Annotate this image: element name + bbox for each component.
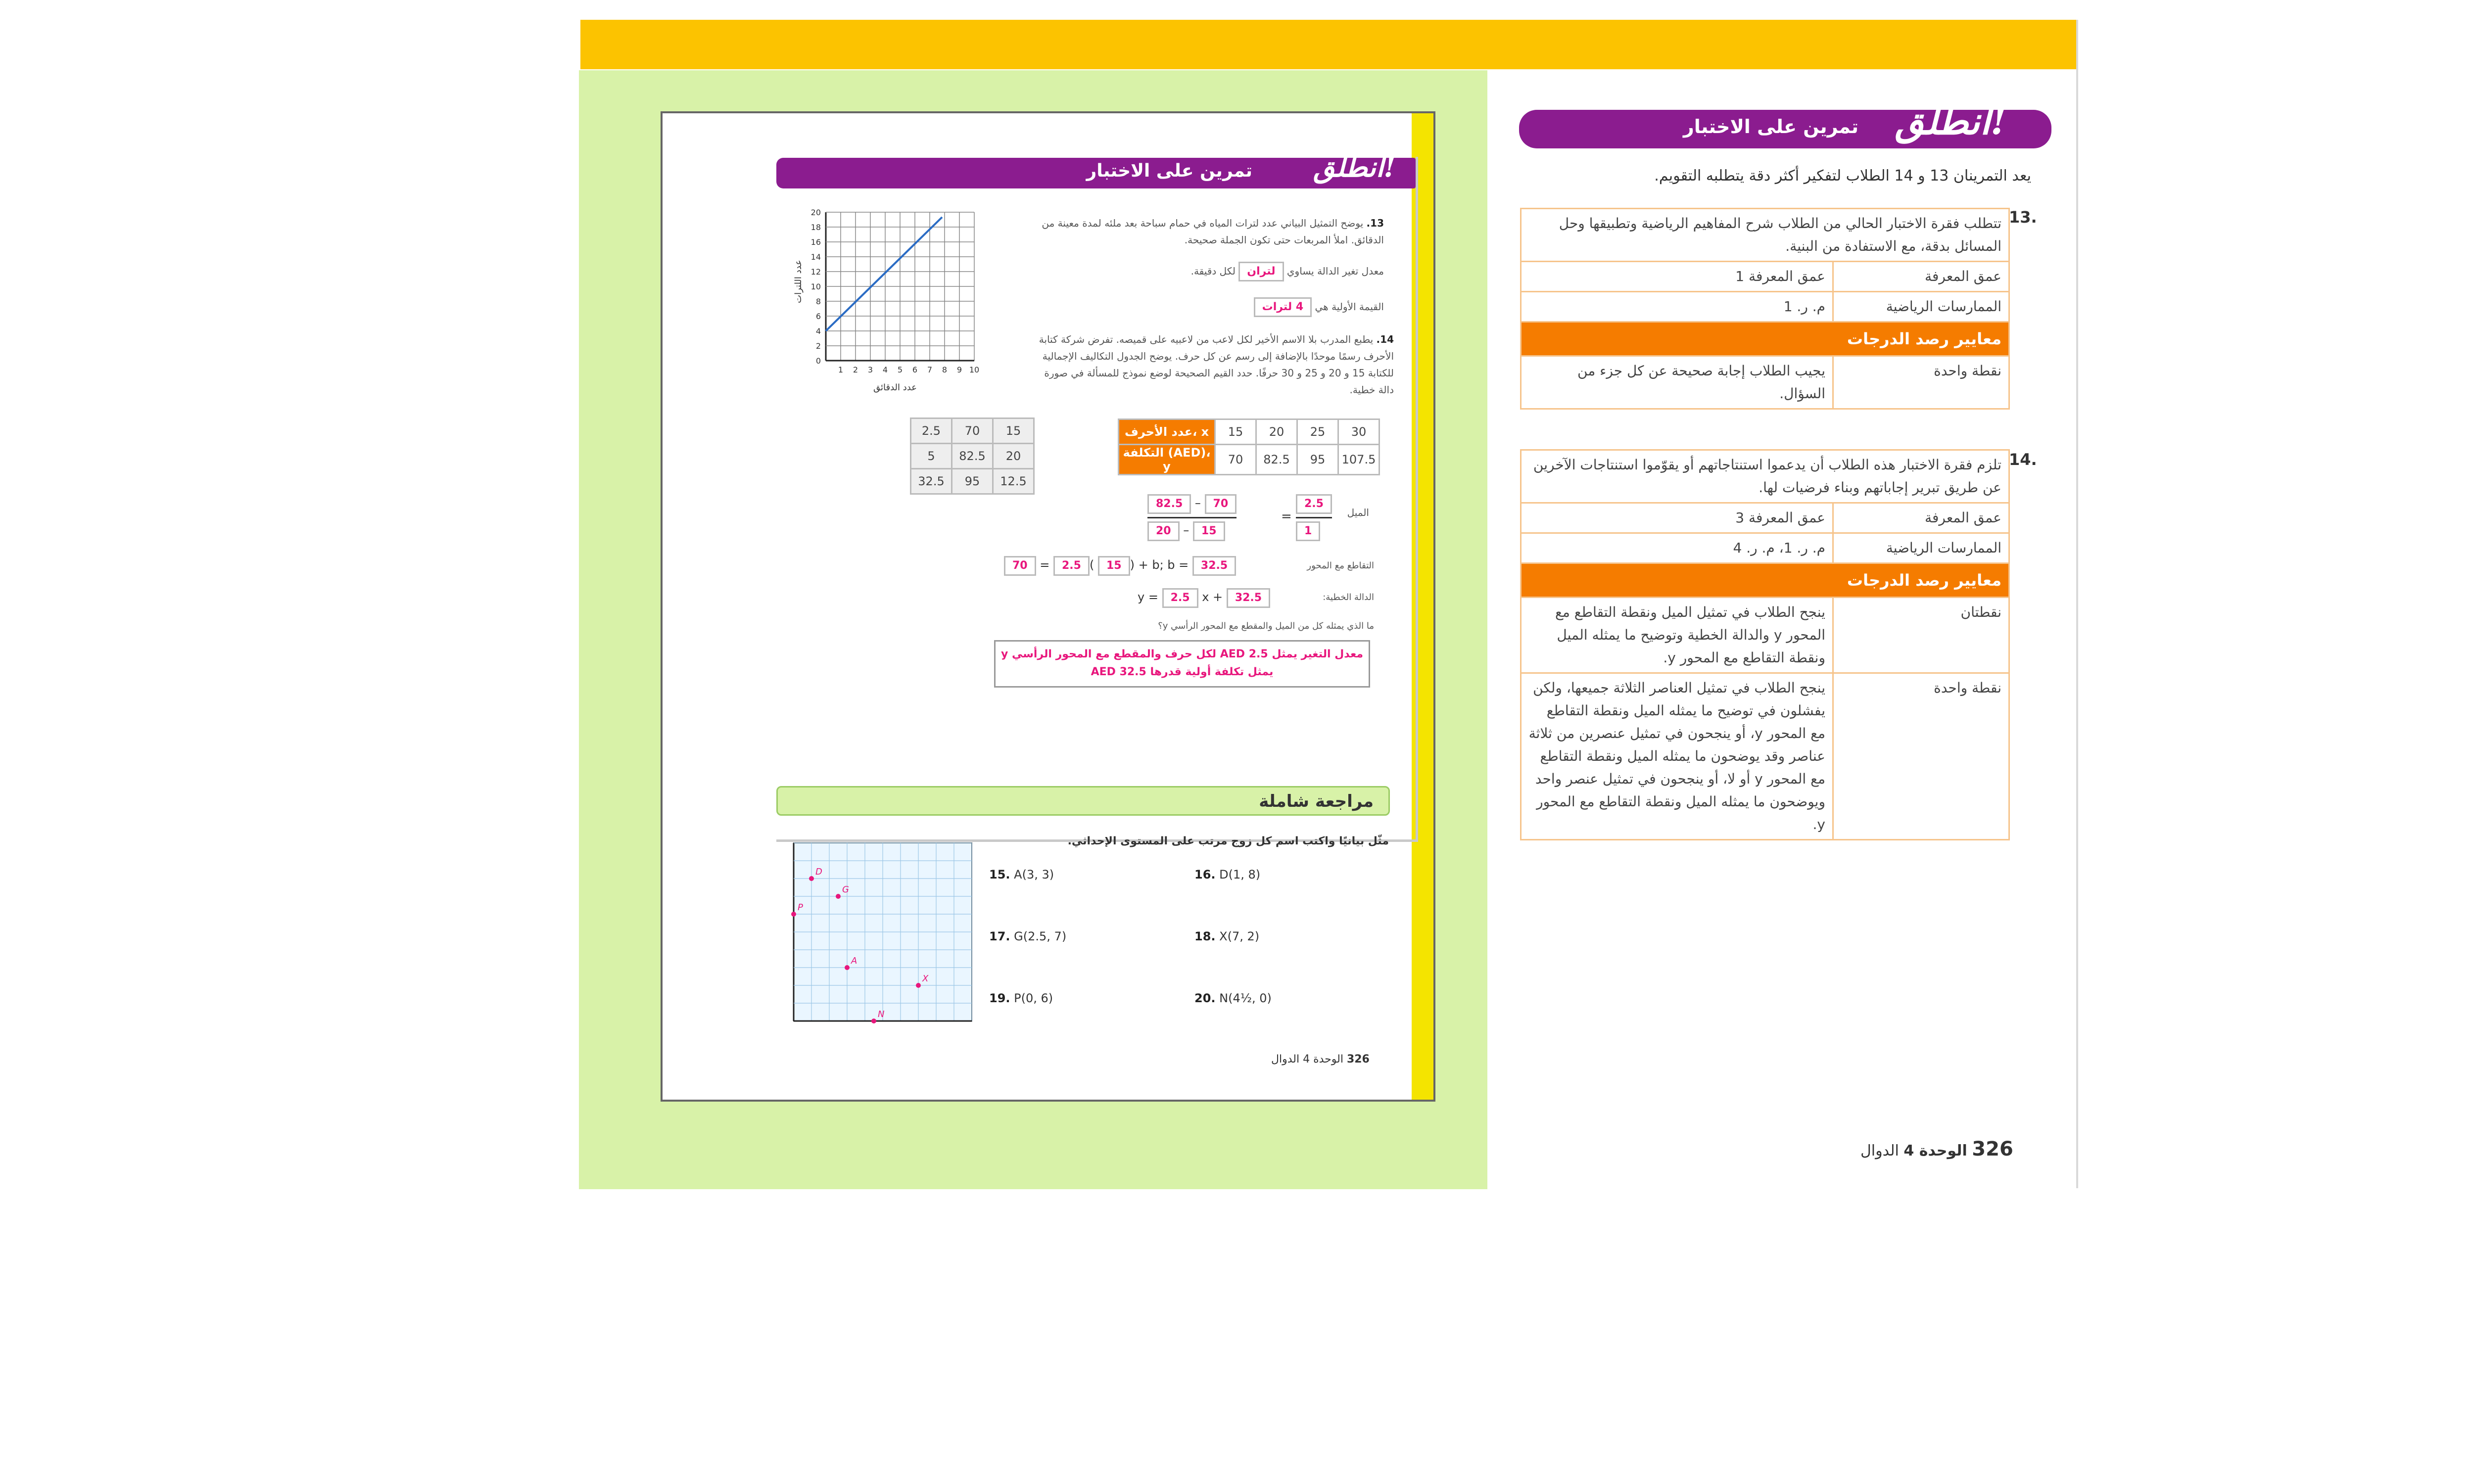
review-exercise — [989, 929, 1066, 943]
exercise-number: 17. — [989, 929, 1010, 943]
q14-data-table — [1118, 418, 1380, 475]
student-footer-text: الوحدة 4 الدوال — [1271, 1053, 1343, 1066]
int-70: 70 — [1004, 556, 1036, 576]
item14-rubric2-value: ينجح الطلاب في تمثيل العناصر الثلاثة جميعها، ولكن يفشلون في توضيح ما يمثله الميل ونقطة التقاطع مع المحور y، أو ينجحون في تمثيل عنصرين من ثلاثة عناصر وقد يوضحون ما يمثله الميل ونقطة التقاطع مع المحور y أو لا، أو ينجحون في تمثيل عنصر واحد ويوضحون ما يمثله الميل ونقطة التقاطع مع المحور y. — [1521, 673, 1833, 840]
table-x-4: 30 — [1338, 419, 1380, 445]
teacher-footer — [1860, 1138, 2013, 1160]
meaning-question: ما الذي يمثله كل من الميل والمقطع مع المحور الرأسي y؟ — [1158, 621, 1374, 631]
choice-tile[interactable]: 32.5 — [911, 469, 952, 494]
table-y-1: 70 — [1215, 445, 1256, 475]
q13-x-tick: 5 — [897, 365, 903, 374]
review-point-label: D — [815, 867, 822, 877]
review-title: مراجعة شاملة — [1259, 791, 1374, 811]
choice-tile[interactable]: 82.5 — [952, 444, 993, 469]
int-b: 32.5 — [1192, 556, 1236, 576]
item13-rubric-value: يجيب الطلاب إجابة صحيحة عن كل جزء من السؤال. — [1521, 356, 1833, 409]
item14-rubric1-value: ينجح الطلاب في تمثيل الميل ونقطة التقاطع مع المحور y والدالة الخطية وتوضيح ما يمثله الميل ونقطة التقاطع مع المحور y. — [1521, 598, 1833, 673]
table-x-3: 25 — [1297, 419, 1338, 445]
table-y-3: 95 — [1297, 445, 1338, 475]
int-slope: 2.5 — [1053, 556, 1090, 576]
q13-graph-grid — [811, 208, 980, 374]
review-point-label: P — [798, 902, 803, 913]
slope-label: الميل — [1347, 507, 1369, 518]
item14-rubric-title: معايير رصد الدرجات — [1521, 563, 2009, 598]
lin-y: y = — [1138, 590, 1158, 604]
review-point-label: X — [922, 974, 929, 984]
review-point-label: G — [842, 884, 849, 895]
q13-rate-answer: لتران — [1238, 262, 1284, 281]
teacher-footer-unit: الوحدة 4 — [1903, 1142, 1967, 1159]
student-banner — [776, 151, 1416, 188]
item14-rubric2-label: نقطة واحدة — [1833, 673, 2009, 840]
table-head-y: التكلفة (AED)، y — [1119, 445, 1215, 475]
q13-y-tick: 16 — [810, 237, 821, 247]
review-point — [845, 965, 850, 970]
exercise-number: 19. — [989, 991, 1010, 1005]
q13-y-tick: 6 — [815, 312, 821, 321]
item14-number: 14. — [2009, 450, 2037, 469]
item13-number: 13. — [2009, 208, 2037, 227]
exercise-point: X(7, 2) — [1219, 929, 1260, 943]
exercise-point: G(2.5, 7) — [1014, 929, 1067, 943]
review-point — [809, 876, 814, 881]
q13-number: 13. — [1366, 217, 1384, 229]
choice-tile[interactable]: 5 — [911, 444, 952, 469]
linear-equation — [1138, 588, 1270, 608]
intercept-label: التقاطع مع المحور — [1307, 560, 1374, 571]
student-banner-title: تمرين على الاختبار — [1086, 161, 1252, 181]
student-banner-logo: انطلق! — [1313, 151, 1396, 184]
q14-choices-table — [910, 417, 1035, 495]
q13-x-tick: 3 — [867, 365, 873, 374]
item14-dok-label: عمق المعرفة — [1833, 503, 2009, 533]
exercise-point: N(4½, 0) — [1219, 991, 1272, 1005]
lin-m: 2.5 — [1162, 588, 1198, 608]
item13-rubric-title: معايير رصد الدرجات — [1521, 322, 2009, 356]
slope-equals: = — [1281, 509, 1292, 524]
review-exercise — [1194, 868, 1260, 881]
choice-tile[interactable]: 20 — [993, 444, 1034, 469]
item13-dok-label: عمق المعرفة — [1833, 262, 2009, 292]
q13-initial-line — [1254, 297, 1384, 317]
q13-y-tick: 10 — [810, 282, 821, 291]
item14-rubric1-label: نقطتان — [1833, 598, 2009, 673]
review-point — [791, 912, 796, 917]
int-x: 15 — [1098, 556, 1130, 576]
q13-x-tick: 9 — [956, 365, 962, 374]
review-point-label: A — [851, 956, 857, 966]
slope-r1: 2.5 — [1296, 494, 1332, 514]
q14-question: يطبع المدرب بلا الاسم الأخير لكل لاعب من لاعبيه على قميصه. تفرض شركة كتابة الأحرف رسمًا موحدًا بالإضافة إلى رسم عن كل حرف. يوضح الجدول التكاليف الإجمالية للكتابة 15 و 20 و 25 و 30 حرفًا. حدد القيم الصحيحة لوضع نموذج للمسألة في صورة دالة خطية. — [1039, 333, 1394, 396]
teacher-banner-title: تمرين على الاختبار — [1683, 116, 1858, 138]
review-instruction: مثّل بيانيًا واكتب اسم كل زوج مرتب على المستوى الإحداثي. — [1067, 835, 1389, 847]
student-page-thumbnail — [661, 111, 1435, 1102]
review-exercise — [989, 868, 1054, 881]
q13-y-tick: 2 — [815, 341, 821, 351]
q13-x-tick: 10 — [969, 365, 980, 374]
q13-xlabel: عدد الدقائق — [873, 382, 917, 393]
q13-rate-line — [1191, 262, 1384, 281]
table-x-2: 20 — [1256, 419, 1297, 445]
q13-text-block — [1023, 215, 1384, 248]
item14-table — [1520, 449, 2010, 840]
review-point — [836, 894, 841, 899]
q13-x-tick: 6 — [912, 365, 918, 374]
teacher-banner — [1519, 99, 2051, 148]
choice-tile[interactable]: 15 — [993, 418, 1034, 444]
item13-mp-label: الممارسات الرياضية — [1833, 292, 2009, 322]
q13-x-tick: 7 — [927, 365, 933, 374]
review-exercise — [1194, 991, 1272, 1005]
q13-x-tick: 2 — [853, 365, 858, 374]
linear-label: الدالة الخطية: — [1323, 592, 1374, 603]
exercise-number: 18. — [1194, 929, 1216, 943]
q13-rate-label: معدل تغير الدالة يساوي — [1286, 265, 1384, 277]
teacher-footer-text: الدوال — [1860, 1142, 1899, 1159]
q14-number: 14. — [1376, 333, 1394, 345]
item13-desc: تتطلب فقرة الاختبار الحالي من الطلاب شرح المفاهيم الرياضية وتطبيقها وحل المسائل بدقة، مع الاستفادة من البنية. — [1521, 209, 2009, 262]
slope-n2: 70 — [1205, 494, 1237, 514]
item14-mp-label: الممارسات الرياضية — [1833, 533, 2009, 563]
teacher-intro: يعد التمرينان 13 و 14 الطلاب لتفكير أكثر دقة يتطلبه التقويم. — [1654, 167, 2031, 185]
exercise-number: 16. — [1194, 868, 1216, 881]
q13-x-tick: 1 — [838, 365, 844, 374]
review-exercise — [989, 991, 1053, 1005]
q13-y-tick: 12 — [810, 267, 821, 277]
q13-y-tick: 18 — [810, 223, 821, 232]
review-coordinate-grid — [784, 838, 977, 1031]
table-head-x: عدد الأحرف، x — [1119, 419, 1215, 445]
q13-x-tick: 8 — [942, 365, 948, 374]
meaning-answer: معدل التغير يمثل 2.5 AED لكل حرف والمقطع مع المحور الرأسي y يمثل تكلفة أولية قدرها 32.5 AED — [994, 640, 1370, 688]
table-x-1: 15 — [1215, 419, 1256, 445]
lin-x: x + — [1202, 590, 1223, 604]
choice-tile[interactable]: 70 — [952, 418, 993, 444]
student-footer-num: 326 — [1346, 1053, 1370, 1066]
item13-mp-value: م. ر. 1 — [1521, 292, 1833, 322]
page-edge-line — [2076, 20, 2078, 1188]
top-color-bar — [580, 20, 2077, 69]
q13-line-graph — [786, 207, 994, 395]
slope-result — [1296, 494, 1332, 541]
student-footer — [1271, 1053, 1370, 1066]
q13-y-tick: 8 — [815, 297, 821, 306]
review-bar — [776, 786, 1390, 816]
review-point — [871, 1019, 876, 1023]
q13-ylabel: عدد اللترات — [793, 260, 804, 303]
choice-tile[interactable]: 95 — [952, 469, 993, 494]
intercept-equation: 70 = 2.5 ( 15 ) + b; b = 32.5 — [1004, 556, 1236, 576]
slope-r2: 1 — [1296, 521, 1320, 541]
item14-desc: تلزم فقرة الاختبار هذه الطلاب أن يدعموا استنتاجاتهم أو يقوّموا استنتاجات الآخرين عن طريق تبرير إجاباتهم وبناء فرضيات لها. — [1521, 450, 2009, 503]
exercise-number: 20. — [1194, 991, 1216, 1005]
q13-question: يوضح التمثيل البياني عدد لترات المياه في حمام سباحة بعد ملئه لمدة معينة من الدقائق. املأ المربعات حتى تكون الجملة صحيحة. — [1042, 217, 1384, 246]
item14-mp-value: م. ر. 1، م. ر. 4 — [1521, 533, 1833, 563]
exercise-point: D(1, 8) — [1219, 868, 1261, 881]
q13-y-tick: 20 — [810, 208, 821, 217]
q13-x-tick: 4 — [882, 365, 888, 374]
int-mid: + b; b = — [1138, 558, 1189, 572]
item13-dok-value: عمق المعرفة 1 — [1521, 262, 1833, 292]
q13-y-tick: 0 — [815, 356, 821, 366]
item14-dok-value: عمق المعرفة 3 — [1521, 503, 1833, 533]
item13-table — [1520, 208, 2010, 410]
q13-y-tick: 4 — [815, 326, 821, 336]
item13-rubric-label: نقطة واحدة — [1833, 356, 2009, 409]
exercise-point: P(0, 6) — [1014, 991, 1053, 1005]
q13-y-tick: 14 — [810, 252, 821, 262]
slope-d2: 15 — [1193, 521, 1225, 541]
slope-d1: 20 — [1147, 521, 1180, 541]
q13-graph-line — [826, 217, 942, 331]
table-y-4: 107.5 — [1338, 445, 1380, 475]
q14-text-block — [1028, 331, 1394, 398]
review-exercise — [1194, 929, 1259, 943]
teacher-footer-num: 326 — [1972, 1138, 2013, 1160]
lin-b: 32.5 — [1227, 588, 1270, 608]
q13-initial-answer: 4 لترات — [1254, 297, 1312, 317]
choice-tile[interactable]: 12.5 — [993, 469, 1034, 494]
review-point-label: N — [878, 1009, 885, 1020]
teacher-banner-logo: انطلق! — [1895, 99, 2007, 143]
review-point — [916, 983, 921, 988]
q13-initial-label: القيمة الأولية هي — [1315, 301, 1384, 313]
slope-fraction: 82.5 – 70 20 – 15 — [1147, 494, 1237, 541]
q13-rate-suffix: لكل دقيقة. — [1190, 265, 1236, 277]
exercise-point: A(3, 3) — [1014, 868, 1054, 881]
choice-tile[interactable]: 2.5 — [911, 418, 952, 444]
slope-n1: 82.5 — [1147, 494, 1191, 514]
table-y-2: 82.5 — [1256, 445, 1297, 475]
exercise-number: 15. — [989, 868, 1010, 881]
